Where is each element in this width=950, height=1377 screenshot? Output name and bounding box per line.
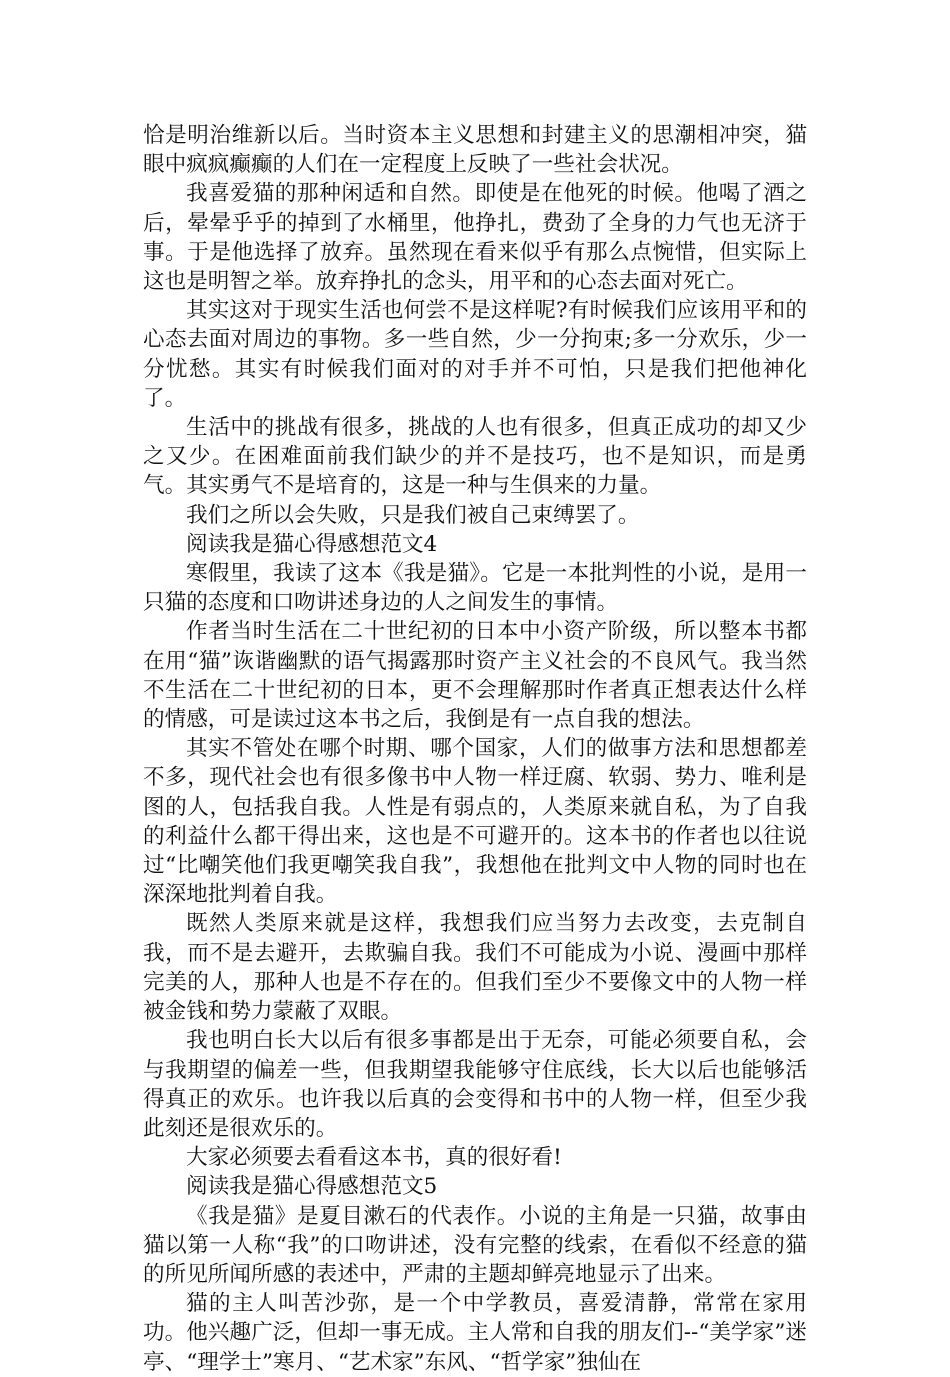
paragraph: 我也明白长大以后有很多事都是出于无奈，可能必须要自私，会与我期望的偏差一些，但我期望我能够守住底线，长大以后也能够活得真正的欢乐。也许我以后真的会变得和书中的人物一样，但至少我此刻还是很欢乐的。 — [143, 1028, 807, 1141]
paragraph: 其实不管处在哪个时期、哪个国家，人们的做事方法和思想都差不多，现代社会也有很多像书中人物一样迂腐、软弱、势力、唯利是图的人，包括我自我。人性是有弱点的，人类原来就自私，为了自我的利益什么都干得出来，这也是不可避开的。这本书的作者也以往说过“比嘲笑他们我更嘲笑我自我”，我想他在批判文中人物的同时也在深深地批判着自我。 — [143, 736, 807, 908]
paragraph: 我们之所以会失败，只是我们被自己束缚罢了。 — [186, 502, 640, 528]
section-heading-4: 阅读我是猫心得感想范文4 — [186, 531, 438, 557]
paragraph: 大家必须要去看看这本书，真的很好看! — [186, 1145, 562, 1171]
paragraph: 既然人类原来就是这样，我想我们应当努力去改变，去克制自我，而不是去避开，去欺骗自我。我们不可能成为小说、漫画中那样完美的人，那种人也是不存在的。但我们至少不要像文中的人物一样被金钱和势力蒙蔽了双眼。 — [143, 911, 807, 1025]
paragraph-continuation: 恰是明治维新以后。当时资本主义思想和封建主义的思潮相冲突，猫眼中疯疯癫癫的人们在一定程度上反映了一些社会状况。 — [143, 123, 807, 178]
paragraph: 作者当时生活在二十世纪初的日本中小资产阶级，所以整本书都在用“猫”诙谐幽默的语气揭露那时资产主义社会的不良风气。我当然不生活在二十世纪初的日本，更不会理解那时作者真正想表达什么样的情感，可是读过这本书之后，我倒是有一点自我的想法。 — [143, 619, 807, 733]
paragraph: 《我是猫》是夏目漱石的代表作。小说的主角是一只猫，故事由猫以第一人称“我”的口吻讲述，没有完整的线索，在看似不经意的猫的所见所闻所感的表述中，严肃的主题却鲜亮地显示了出来。 — [143, 1203, 807, 1287]
section-heading-5: 阅读我是猫心得感想范文5 — [186, 1174, 438, 1200]
paragraph: 生活中的挑战有很多，挑战的人也有很多，但真正成功的却又少之又少。在困难面前我们缺少的并不是技巧，也不是知识，而是勇气。其实勇气不是培育的，这是一种与生俱来的力量。 — [143, 415, 807, 499]
paragraph: 我喜爱猫的那种闲适和自然。即使是在他死的时候。他喝了酒之后，晕晕乎乎的掉到了水桶里，他挣扎，费劲了全身的力气也无济于事。于是他选择了放弃。虽然现在看来似乎有那么点惋惜，但实际上这也是明智之举。放弃挣扎的念头，用平和的心态去面对死亡。 — [143, 181, 807, 295]
paragraph: 寒假里，我读了这本《我是猫》。它是一本批判性的小说，是用一只猫的态度和口吻讲述身边的人之间发生的事情。 — [143, 561, 807, 616]
paragraph: 猫的主人叫苦沙弥，是一个中学教员，喜爱清静，常常在家用功。他兴趣广泛，但却一事无成。主人常和自我的朋友们--“美学家”迷亭、“理学士”寒月、“艺术家”东风、“哲学家”独仙在 — [143, 1291, 807, 1375]
paragraph: 其实这对于现实生活也何尝不是这样呢?有时候我们应该用平和的心态去面对周边的事物。多一些自然，少一分拘束;多一分欢乐，少一分忧愁。其实有时候我们面对的对手并不可怕，只是我们把他神化了。 — [143, 298, 807, 411]
document-body — [143, 121, 807, 1377]
